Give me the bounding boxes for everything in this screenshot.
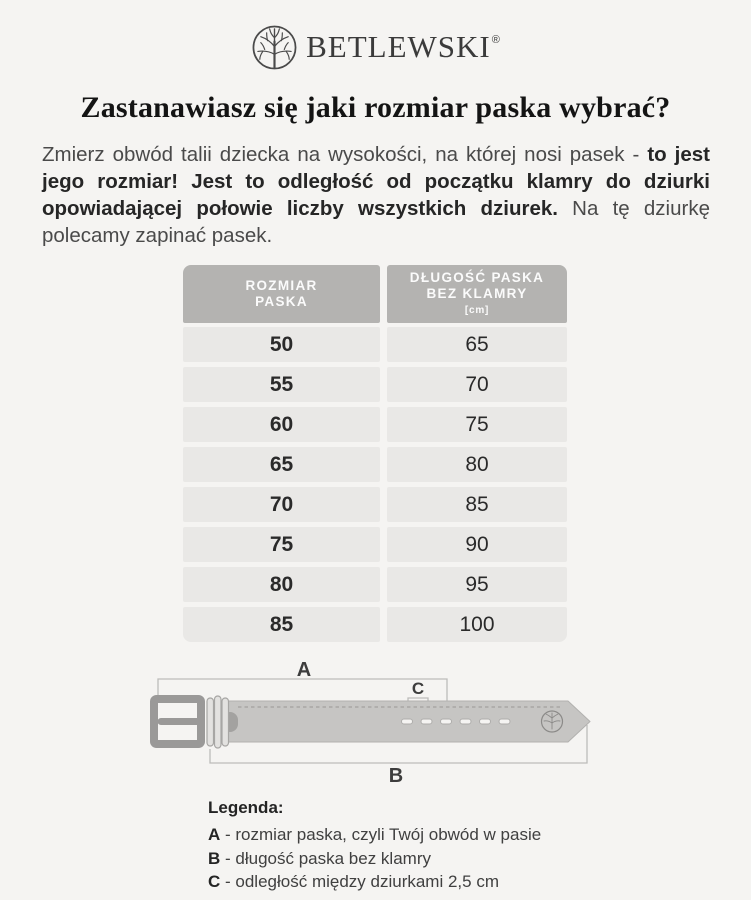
header-cell-rozmiar	[183, 265, 380, 323]
cell-length: 95	[387, 567, 567, 602]
table-row	[183, 447, 567, 482]
label-c: C	[411, 679, 425, 698]
belt-size-table	[183, 265, 567, 642]
legend-text: - długość paska bez klamry	[220, 848, 431, 868]
header-unit: [cm]	[464, 304, 490, 316]
legend-text: - rozmiar paska, czyli Twój obwód w pasie	[220, 825, 542, 844]
belt-buckle	[154, 699, 201, 744]
brand-name	[306, 29, 500, 65]
table-row	[183, 487, 567, 522]
belt-hole	[441, 719, 452, 724]
cell-size: 70	[183, 487, 380, 522]
table-row	[183, 407, 567, 442]
belt-hole	[480, 719, 491, 724]
cell-size: 55	[183, 367, 380, 402]
legend-item-c	[208, 870, 751, 894]
table-row	[183, 367, 567, 402]
registered-mark: ®	[491, 34, 500, 46]
legend-item-a	[208, 823, 751, 847]
belt-hole	[460, 719, 471, 724]
brand-text: BETLEWSKI	[306, 29, 491, 64]
intro-bold: to jest jego rozmiar! Jest to odległość od początku klamry do dziurki opowiadającej połowie liczby wszystkich dziurek.	[42, 143, 711, 220]
tree-in-circle-icon	[251, 24, 298, 71]
legend-letter: B	[208, 848, 221, 868]
cell-size: 85	[183, 607, 380, 642]
table-row	[183, 607, 567, 642]
header-line: BEZ KLAMRY	[426, 285, 528, 301]
header-cell-dlugosc	[387, 265, 567, 323]
cell-length: 80	[387, 447, 567, 482]
cell-size: 65	[183, 447, 380, 482]
table-row	[183, 567, 567, 602]
header-line: DŁUGOŚĆ PASKA	[409, 269, 545, 285]
brand-logo	[0, 0, 751, 73]
legend-text: - odległość między dziurkami 2,5 cm	[220, 872, 499, 891]
cell-length: 65	[387, 327, 567, 362]
cell-size: 50	[183, 327, 380, 362]
belt-hole	[499, 719, 510, 724]
legend-title: Legenda:	[208, 798, 284, 817]
belt-measurement-diagram	[130, 655, 620, 790]
table-row	[183, 527, 567, 562]
legend-letter: A	[208, 825, 221, 844]
table-header-row	[183, 265, 567, 323]
label-a: A	[296, 659, 312, 681]
belt-keeper	[207, 696, 229, 748]
page-title: Zastanawiasz się jaki rozmiar paska wybrać?	[80, 91, 671, 124]
intro-regular-end: Na tę dziurkę polecamy zapinać pasek.	[42, 197, 710, 247]
intro-regular-start: Zmierz obwód talii dziecka na wysokości, na której nosi pasek -	[42, 143, 648, 166]
belt-hole	[402, 719, 413, 724]
header-line: ROZMIAR	[245, 278, 318, 293]
table-body	[183, 327, 567, 642]
legend-item-b	[208, 847, 751, 871]
cell-length: 75	[387, 407, 567, 442]
cell-size: 75	[183, 527, 380, 562]
cell-length: 90	[387, 527, 567, 562]
cell-length: 85	[387, 487, 567, 522]
label-b: B	[388, 765, 404, 787]
table-row	[183, 327, 567, 362]
legend-letter: C	[208, 872, 221, 891]
legend	[208, 798, 751, 894]
cell-length: 100	[387, 607, 567, 642]
cell-length: 70	[387, 367, 567, 402]
intro-paragraph	[42, 141, 710, 249]
belt-hole	[421, 719, 432, 724]
header-line: PASKA	[255, 294, 308, 309]
cell-size: 80	[183, 567, 380, 602]
cell-size: 60	[183, 407, 380, 442]
